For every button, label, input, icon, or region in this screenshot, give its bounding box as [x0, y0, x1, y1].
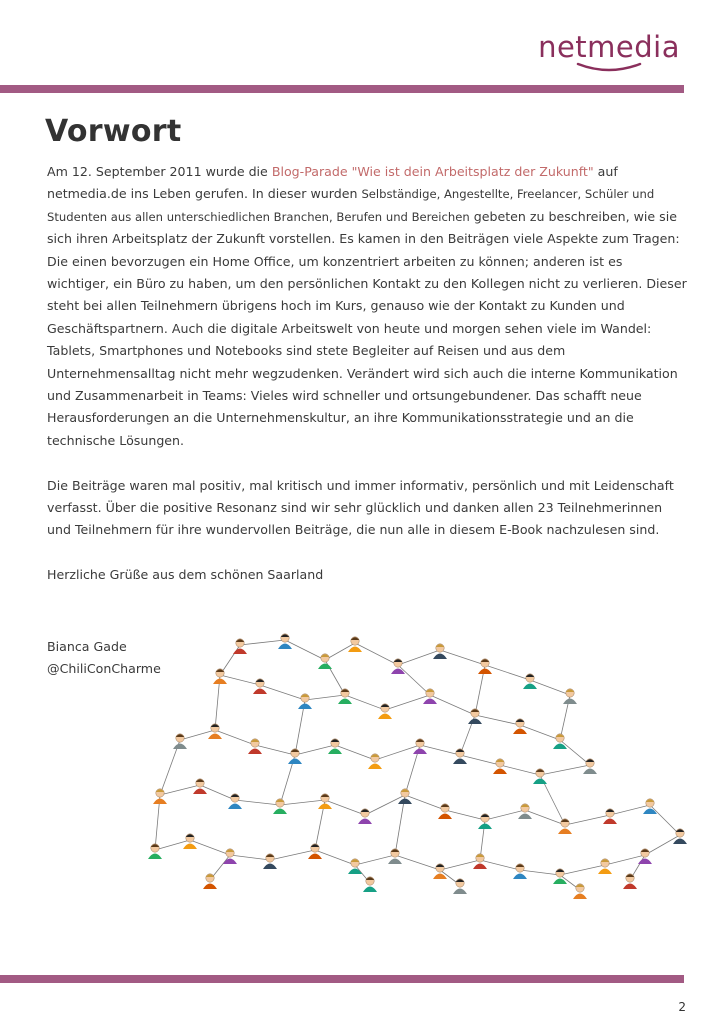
person-avatar-icon — [348, 637, 362, 652]
network-link — [520, 725, 560, 740]
person-avatar-icon — [391, 659, 405, 674]
person-avatar-icon — [288, 749, 302, 764]
page-number: 2 — [678, 1000, 686, 1014]
person-avatar-icon — [203, 874, 217, 889]
person-avatar-icon — [433, 864, 447, 879]
person-avatar-icon — [233, 639, 247, 654]
network-link — [430, 695, 475, 715]
network-link — [235, 800, 280, 805]
signature-name: Bianca Gade — [47, 639, 127, 654]
person-avatar-icon — [348, 859, 362, 874]
person-avatar-icon — [553, 869, 567, 884]
network-link — [530, 680, 570, 695]
blog-parade-link[interactable]: Blog-Parade "Wie ist dein Arbeitsplatz der Zukunft" — [271, 164, 594, 179]
person-avatar-icon — [318, 654, 332, 669]
network-link — [345, 695, 385, 710]
network-link — [315, 850, 355, 865]
network-link — [270, 850, 315, 860]
person-avatar-icon — [263, 854, 277, 869]
signature-handle: @ChiliConCharme — [47, 661, 161, 676]
network-link — [520, 870, 560, 875]
person-avatar-icon — [148, 844, 162, 859]
network-link — [645, 835, 680, 855]
netmedia-logo — [538, 30, 680, 74]
network-link — [485, 665, 530, 680]
network-link — [395, 855, 440, 870]
paragraph-thanks: Die Beiträge waren mal positiv, mal kritisch und immer informativ, persönlich und mit Leidenschaft verfasst. Über die positive Resonanz sind wir sehr glücklich und danken allen 23 Teilnehmerinnen und Teilnehmern für ihre wundervollen Beiträge, die nun alle in diesem E-Book nachzulesen sind. — [47, 477, 674, 538]
person-avatar-icon — [558, 819, 572, 834]
person-avatar-icon — [318, 794, 332, 809]
network-link — [440, 650, 485, 665]
person-avatar-icon — [363, 877, 377, 892]
person-avatar-icon — [378, 704, 392, 719]
network-link — [240, 640, 285, 645]
network-link — [190, 840, 230, 855]
person-avatar-icon — [673, 829, 687, 844]
network-link — [560, 865, 605, 875]
logo-text: netmedia — [538, 30, 680, 64]
network-link — [398, 650, 440, 665]
network-link — [565, 815, 610, 825]
person-avatar-icon — [278, 634, 292, 649]
network-link — [260, 685, 305, 700]
page-title: Vorwort — [45, 114, 182, 149]
person-avatar-icon — [228, 794, 242, 809]
network-link — [365, 795, 405, 815]
intro-text-middle: auf netmedia.de ins Leben gerufen. In dieser wurden — [47, 164, 618, 202]
network-link — [560, 740, 590, 765]
person-avatar-icon — [223, 849, 237, 864]
network-link — [385, 695, 430, 710]
paragraph-intro — [47, 161, 687, 452]
network-link — [375, 745, 420, 760]
network-link — [335, 745, 375, 760]
person-avatar-icon — [533, 769, 547, 784]
footer-rule — [0, 975, 684, 983]
person-avatar-icon — [563, 689, 577, 704]
paragraph-greeting: Herzliche Grüße aus dem schönen Saarland — [47, 567, 324, 583]
intro-text-end: gebeten zu beschreiben, wie sie sich ihren Arbeitsplatz der Zukunft vorstellen. Es kamen in den Beiträgen viele Aspekte zum Tragen: Die einen bevorzugen ein Home Office, um konzentriert arbeiten zu können; anderen ist es wichtiger, ein Büro zu haben, um den persönlichen Kontakt zu den Kollegen nicht zu verlieren. Dieser steht bei allen Teilnehmern übrigens hoch im Kurs, genauso wie der Kontakt zu Kunden und Geschäftspartnern. Auch die digitale Arbeitswelt von heute und morgen sehen viele im Wandel: Tablets, Smartphones und Notebooks sind stete Begleiter auf Reisen und aus dem Unternehmensalltag nicht mehr wegzudenken. Verändert wird sich auch die interne Kommunikation und Zusammenarbeit in Teams: Vieles wird schneller und ortsungebundener. Das schafft neue Herausforderungen an die Unternehmenskultur, an ihre Kommunikationsstrategie und an die technische Lösungen. — [47, 208, 687, 448]
person-avatar-icon — [553, 734, 567, 749]
network-link — [325, 800, 365, 815]
network-link — [355, 643, 398, 665]
person-avatar-icon — [513, 719, 527, 734]
person-avatar-icon — [173, 734, 187, 749]
intro-text-participants: Selbständige, Angestellte, Freelancer, Schüler und Studenten aus allen unterschiedlichen Branchen, Berufen und Bereichen — [47, 187, 655, 224]
person-avatar-icon — [298, 694, 312, 709]
person-avatar-icon — [358, 809, 372, 824]
network-link — [398, 665, 430, 695]
person-avatar-icon — [478, 814, 492, 829]
person-avatar-icon — [513, 864, 527, 879]
person-avatar-icon — [273, 799, 287, 814]
person-avatar-icon — [338, 689, 352, 704]
network-link — [215, 730, 255, 745]
person-avatar-icon — [523, 674, 537, 689]
person-avatar-icon — [623, 874, 637, 889]
network-link — [305, 695, 345, 700]
intro-text-start: Am 12. September 2011 wurde die — [47, 164, 272, 179]
network-link — [230, 855, 270, 860]
header-rule — [0, 85, 684, 93]
network-link — [650, 805, 680, 835]
person-avatar-icon — [368, 754, 382, 769]
body-text — [47, 161, 687, 609]
network-link — [540, 765, 590, 775]
person-avatar-icon — [153, 789, 167, 804]
people-network-icon — [140, 625, 690, 905]
network-link — [475, 715, 520, 725]
person-avatar-icon — [398, 789, 412, 804]
network-link — [285, 640, 325, 660]
network-link — [405, 795, 445, 810]
network-link — [280, 800, 325, 805]
